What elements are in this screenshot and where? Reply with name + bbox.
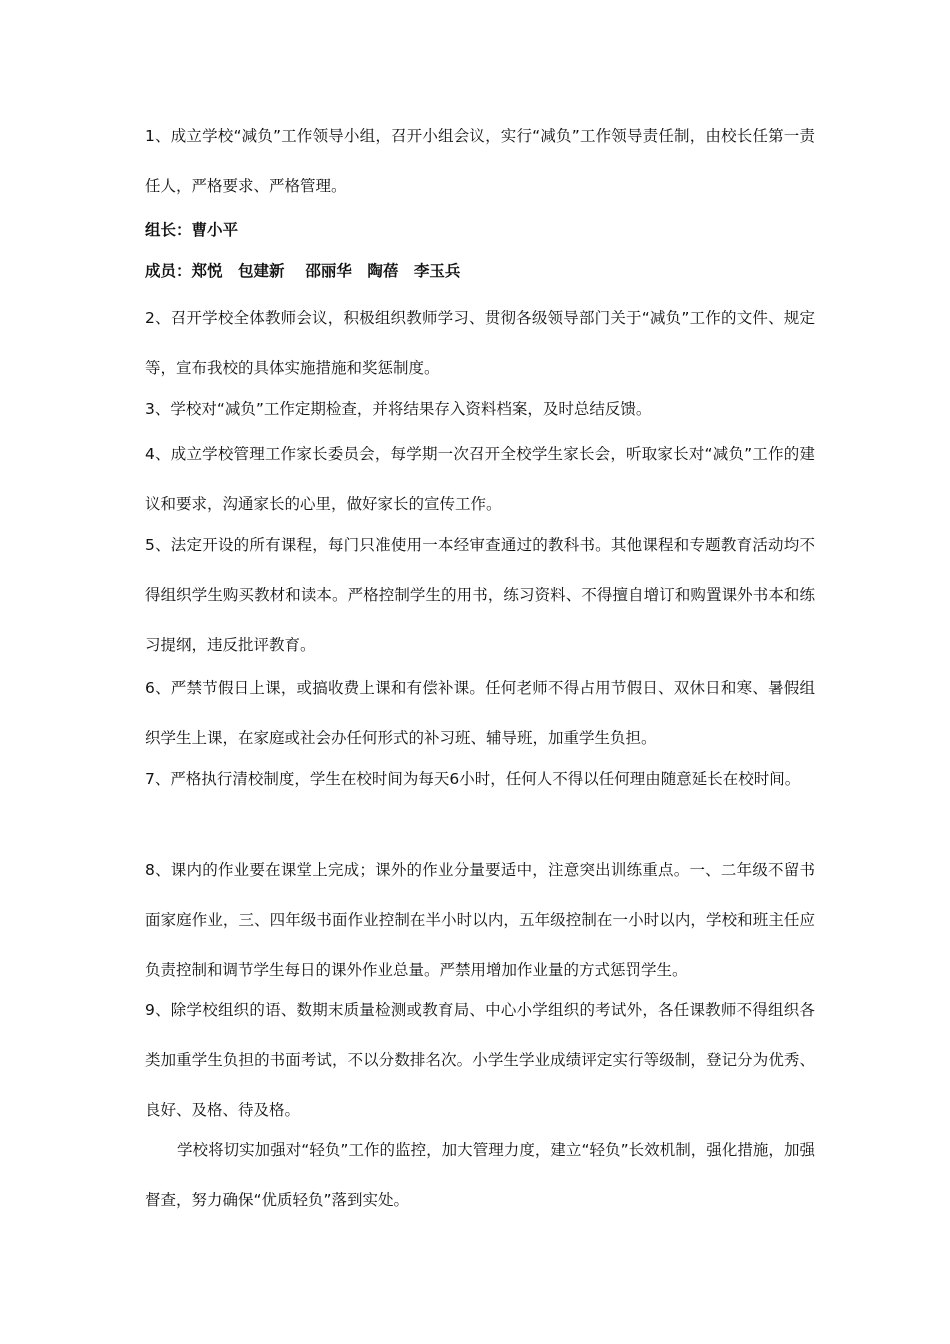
item-8: 8、课内的作业要在课堂上完成；课外的作业分量要适中，注意突出训练重点。一、二年级不留书面家庭作业，三、四年级书面作业控制在半小时以内，五年级控制在一小时以内，学校和班主任应负责控制和调节学生每日的课外作业总量。严禁用增加作业量的方式惩罚学生。 [145,861,815,979]
item-2: 2、召开学校全体教师会议，积极组织教师学习、贯彻各级领导部门关于“减负”工作的文件、规定等，宣布我校的具体实施措施和奖惩制度。 [145,309,815,377]
item-6: 6、严禁节假日上课，或搞收费上课和有偿补课。任何老师不得占用节假日、双休日和寒、暑假组织学生上课，在家庭或社会办任何形式的补习班、辅导班，加重学生负担。 [145,679,815,747]
item-4: 4、成立学校管理工作家长委员会，每学期一次召开全校学生家长会，听取家长对“减负”工作的建议和要求，沟通家长的心里，做好家长的宣传工作。 [145,445,815,513]
closing-paragraph: 学校将切实加强对“轻负”工作的监控，加大管理力度，建立“轻负”长效机制，强化措施，加强督查，努力确保“优质轻负”落到实处。 [145,1141,815,1209]
item-7: 7、严格执行清校制度，学生在校时间为每天6小时，任何人不得以任何理由随意延长在校时间。 [145,770,801,788]
leader-line: 组长：曹小平 [145,221,239,239]
item-3: 3、学校对“减负”工作定期检查，并将结果存入资料档案，及时总结反馈。 [145,400,652,418]
item-9: 9、除学校组织的语、数期末质量检测或教育局、中心小学组织的考试外，各任课教师不得组织各类加重学生负担的书面考试，不以分数排名次。小学生学业成绩评定实行等级制，登记分为优秀、良好、及格、待及格。 [145,1001,815,1119]
members-line: 成员：郑悦 包建新 邵丽华 陶蓓 李玉兵 [145,262,461,280]
item-5: 5、法定开设的所有课程，每门只准使用一本经审查通过的教科书。其他课程和专题教育活动均不得组织学生购买教材和读本。严格控制学生的用书，练习资料、不得擅自增订和购置课外书本和练习提纲，违反批评教育。 [145,536,815,654]
item-1: 1、成立学校“减负”工作领导小组，召开小组会议，实行“减负”工作领导责任制，由校长任第一责任人，严格要求、严格管理。 [145,127,815,195]
